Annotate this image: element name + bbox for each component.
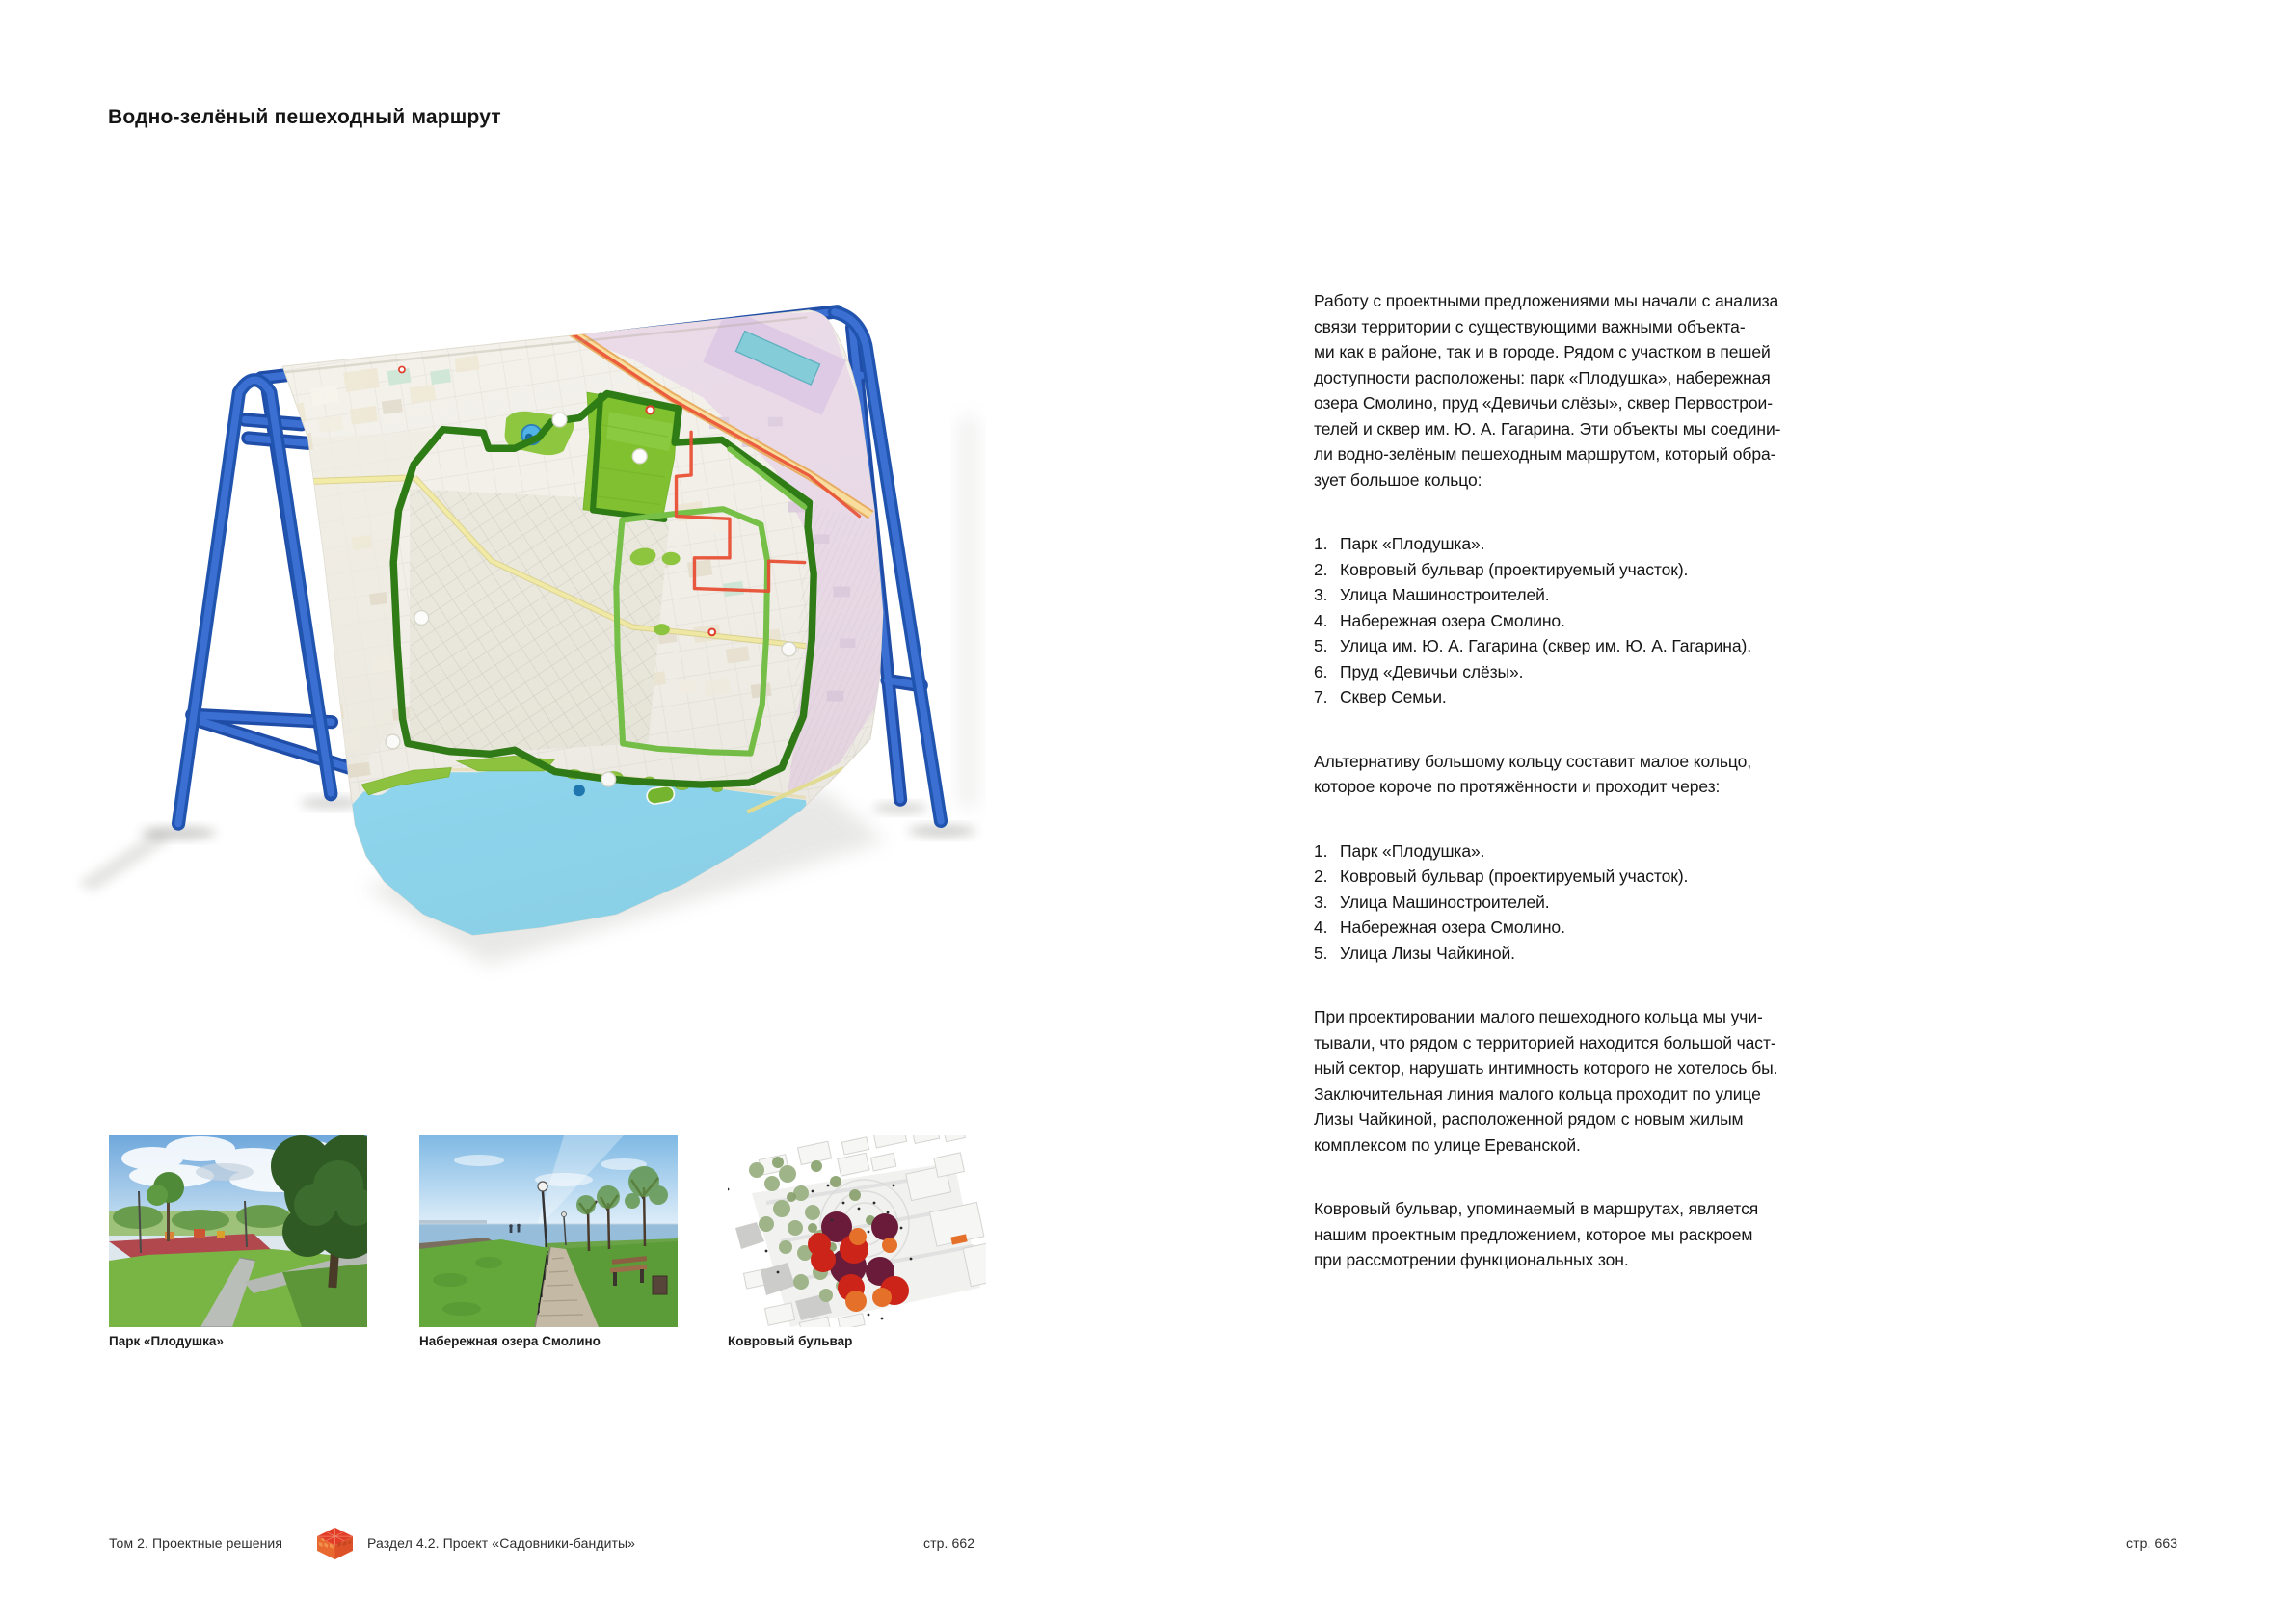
text-line: нашим проектным предложением, которое мы раскроем: [1314, 1224, 1753, 1244]
list-number: 3.: [1314, 892, 1328, 912]
list-item: [1314, 684, 1854, 710]
list-text: Улица им. Ю. А. Гагарина (сквер им. Ю. А. Гагарина).: [1340, 636, 1751, 655]
text-line: комплексом по улице Ереванской.: [1314, 1134, 1581, 1155]
page-title: Водно-зелёный пешеходный маршрут: [108, 106, 501, 128]
photo-park-plodushka: [109, 1135, 367, 1327]
list-text: Набережная озера Смолино.: [1340, 918, 1565, 937]
list-item: [1314, 608, 1854, 634]
paragraph: [1314, 288, 1854, 493]
list-item: [1314, 531, 1854, 557]
footer-section: Раздел 4.2. Проект «Садовники-бандиты»: [367, 1535, 636, 1551]
text-line: доступности расположены: парк «Плодушка», набережная: [1314, 367, 1771, 387]
list-number: 4.: [1314, 918, 1328, 937]
map-cloth: [254, 287, 938, 1069]
text-line: ми как в районе, так и в городе. Рядом с участком в пешей: [1314, 342, 1771, 361]
text-line: Заключительная линия малого кольца проходит по улице: [1314, 1083, 1761, 1104]
list-number: 1.: [1314, 534, 1328, 553]
photo-caption: Парк «Плодушка»: [109, 1334, 224, 1348]
photo-kovrovy-boulevard-render: [728, 1135, 986, 1327]
list-number: 6.: [1314, 661, 1328, 681]
text-line: телей и сквер им. Ю. А. Гагарина. Эти объекты мы соедини-: [1314, 418, 1781, 439]
text-line: которое короче по протяжённости и проходит через:: [1314, 777, 1721, 796]
list-number: 2.: [1314, 559, 1328, 579]
list-item: [1314, 839, 1854, 865]
paragraph: [1314, 1196, 1854, 1273]
map-stand-illustration: [58, 222, 1080, 1243]
text-line: тывали, что рядом с территорией находится большой част-: [1314, 1032, 1776, 1052]
list-text: Ковровый бульвар (проектируемый участок).: [1340, 866, 1689, 886]
list-text: Улица Машиностроителей.: [1340, 892, 1550, 912]
list-text: Ковровый бульвар (проектируемый участок).: [1340, 559, 1689, 579]
list-text: Улица Машиностроителей.: [1340, 585, 1550, 604]
list-item: [1314, 633, 1854, 659]
trash-bin: [653, 1276, 667, 1294]
list-number: 3.: [1314, 585, 1328, 604]
list-text: Набережная озера Смолино.: [1340, 610, 1565, 630]
text-line: Лизы Чайкиной, расположенной рядом с новым жилым: [1314, 1109, 1744, 1129]
logo-icon: [313, 1526, 357, 1561]
text-line: при рассмотрении функциональных зон.: [1314, 1250, 1629, 1269]
list-item: [1314, 915, 1854, 941]
list-item: [1314, 557, 1854, 583]
photo-caption: Набережная озера Смолино: [419, 1334, 601, 1348]
text-line: ный сектор, нарушать интимность которого не хотелось бы.: [1314, 1058, 1778, 1078]
list-text: Парк «Плодушка».: [1340, 840, 1485, 861]
text-line: озера Смолино, пруд «Девичьи слёзы», сквер Первострои-: [1314, 393, 1773, 413]
list-text: Парк «Плодушка».: [1340, 534, 1485, 553]
list-text: Улица Лизы Чайкиной.: [1340, 943, 1515, 963]
list-number: 2.: [1314, 866, 1328, 886]
list-number: 1.: [1314, 840, 1328, 861]
list-item: [1314, 864, 1854, 890]
list-item: [1314, 941, 1854, 967]
text-line: При проектировании малого пешеходного кольца мы учи-: [1314, 1007, 1763, 1026]
text-line: Работу с проектными предложениями мы начали с анализа: [1314, 291, 1779, 310]
footer-volume: Том 2. Проектные решения: [109, 1535, 283, 1551]
list-number: 5.: [1314, 636, 1328, 655]
list-item: [1314, 890, 1854, 916]
text-line: ли водно-зелёным пешеходным маршрутом, который обра-: [1314, 444, 1776, 464]
footer-page-number-left: стр. 662: [923, 1535, 975, 1551]
article-text: [1314, 288, 1854, 1312]
list-item: [1314, 582, 1854, 608]
paragraph: [1314, 749, 1854, 800]
list-number: 4.: [1314, 610, 1328, 630]
list-text: Сквер Семьи.: [1340, 687, 1447, 706]
list-item: [1314, 659, 1854, 685]
footer-page-number-right: стр. 663: [2126, 1535, 2178, 1551]
list-text: Пруд «Девичьи слёзы».: [1340, 661, 1524, 681]
photo-embankment-smolino: [419, 1135, 678, 1327]
numbered-list-small-ring: [1314, 839, 1854, 967]
text-line: связи территории с существующими важными объекта-: [1314, 316, 1746, 336]
photo-caption: Ковровый бульвар: [728, 1334, 853, 1348]
list-number: 5.: [1314, 943, 1328, 963]
numbered-list-big-ring: [1314, 531, 1854, 710]
text-line: Альтернативу большому кольцу составит малое кольцо,: [1314, 751, 1752, 771]
paragraph: [1314, 1004, 1854, 1158]
list-number: 7.: [1314, 687, 1328, 706]
text-line: Ковровый бульвар, упоминаемый в маршрутах, является: [1314, 1199, 1759, 1218]
text-line: зует большое кольцо:: [1314, 469, 1482, 490]
